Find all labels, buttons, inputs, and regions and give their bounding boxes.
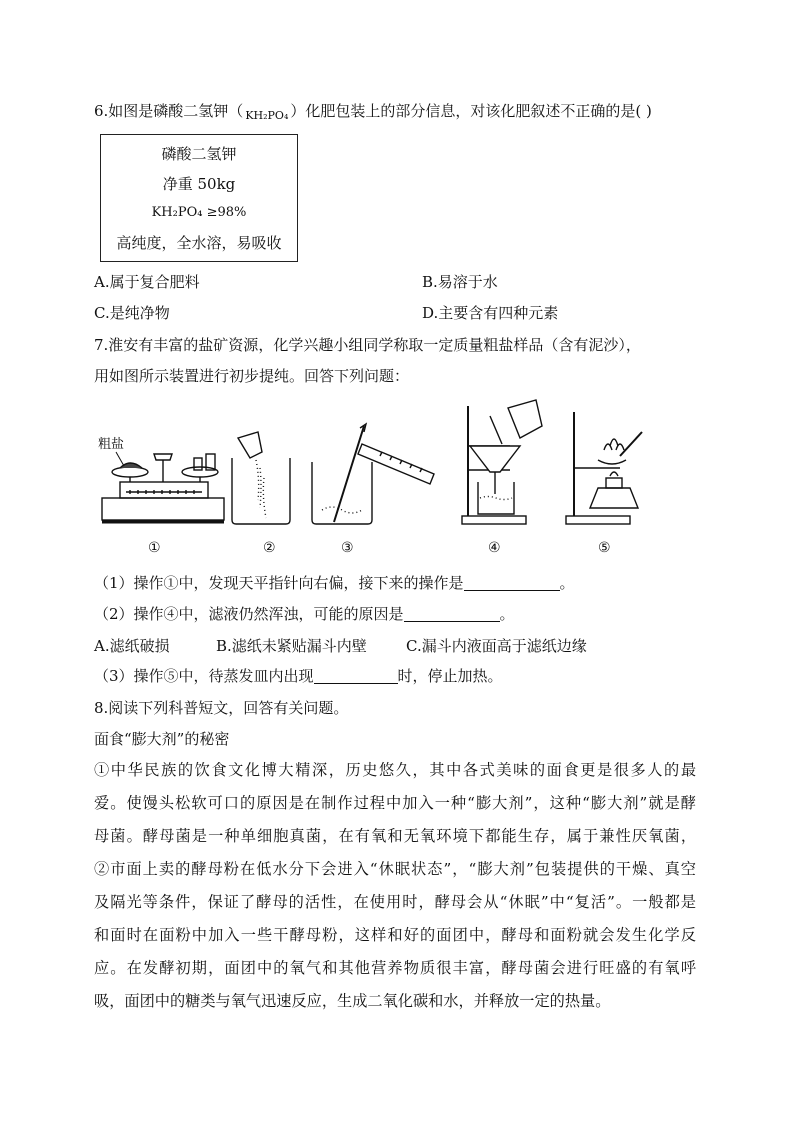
- q7-sub3-before: （3）操作⑤中，待蒸发皿内出现: [94, 667, 314, 685]
- q7-stem-line1: 7.淮安有丰富的盐矿资源，化学兴趣小组同学称取一定质量粗盐样品（含有泥沙），: [94, 336, 641, 354]
- q6-stem-after: ）化肥包装上的部分信息，对该化肥叙述不正确的是( ): [290, 102, 652, 120]
- q7-sub3-after: 时，停止加热。: [397, 667, 503, 685]
- q6-option-a: A.属于复合肥料: [94, 273, 200, 291]
- q7-sub3-blank[interactable]: [314, 667, 398, 684]
- q8-passage-line: ②市面上卖的酵母粉在低水分下会进入“休眠状态”，“膨大剂”包装提供的干燥、真空: [94, 860, 696, 878]
- step-label-4: ④: [488, 540, 501, 556]
- filtration-illustration: [462, 400, 542, 524]
- q6-stem-formula: KH₂PO₄: [245, 109, 289, 122]
- apparatus-figure: [90, 398, 650, 568]
- q7-sub1: [94, 572, 575, 594]
- q8-passage-line: 母菌。酵母菌是一种单细胞真菌，在有氧和无氧环境下都能生存，属于兼性厌氧菌，: [94, 827, 696, 845]
- q7-sub2-before: （2）操作④中，滤液仍然浑浊，可能的原因是: [94, 605, 404, 623]
- q7-sub1-after: 。: [559, 574, 575, 592]
- q6-option-d: D.主要含有四种元素: [422, 304, 559, 322]
- q7-sub1-before: （1）操作①中，发现天平指针向右偏，接下来的操作是: [94, 574, 464, 592]
- evaporation-illustration: [566, 412, 642, 524]
- q8-passage-line: 爱。使馒头松软可口的原因是在制作过程中加入一种“膨大剂”，这种“膨大剂”就是酵: [94, 794, 696, 812]
- q6-option-b: B.易溶于水: [422, 273, 498, 291]
- q8-passage-line: 吸，面团中的糖类与氧气迅速反应，生成二氧化碳和水，并释放一定的热量。: [94, 992, 611, 1010]
- step-label-5: ⑤: [598, 540, 611, 556]
- label-purity-value: ≥98%: [206, 205, 247, 220]
- balance-illustration: [102, 454, 224, 522]
- q7-sub2-blank[interactable]: [404, 605, 500, 622]
- q7-sub2-option-b: B.滤纸未紧贴漏斗内壁: [216, 637, 367, 655]
- step-label-3: ③: [341, 540, 354, 556]
- step-label-2: ②: [263, 540, 276, 556]
- q7-stem-line2: 用如图所示装置进行初步提纯。回答下列问题：: [94, 367, 410, 385]
- q7-sub2-option-c: C.漏斗内液面高于滤纸边缘: [406, 637, 587, 655]
- beaker-stir-illustration: [312, 424, 434, 524]
- label-weight: 净重 50kg: [162, 175, 236, 193]
- q7-sub2-option-a: A.滤纸破损: [94, 637, 170, 655]
- label-purity-formula: KH₂PO₄: [151, 205, 203, 220]
- q8-passage: [94, 754, 696, 1018]
- q8-passage-line: ①中华民族的饮食文化博大精深，历史悠久，其中各式美味的面食更是很多人的最: [94, 761, 696, 779]
- label-name: 磷酸二氢钾: [161, 145, 237, 163]
- salt-pointer: [116, 452, 124, 466]
- q7-sub3: [94, 665, 503, 687]
- label-features: 高纯度，全水溶，易吸收: [116, 234, 282, 252]
- q8-passage-line: 及隔光等条件，保证了酵母的活性，在使用时，酵母会从“休眠”中“复活”。一般都是: [94, 893, 696, 911]
- salt-label: 粗盐: [98, 437, 125, 452]
- q6-stem-before: 6.如图是磷酸二氢钾（: [94, 102, 244, 120]
- q8-title: 面食“膨大剂”的秘密: [94, 730, 230, 748]
- q7-sub2-after: 。: [499, 605, 515, 623]
- q8-stem: 8.阅读下列科普短文，回答有关问题。: [94, 699, 349, 717]
- q8-passage-line: 和面时在面粉中加入一些干酵母粉，这样和好的面团中，酵母和面粉就会发生化学反: [94, 926, 696, 944]
- q6-option-c: C.是纯净物: [94, 304, 170, 322]
- q6-stem: [94, 100, 652, 124]
- label-purity: [101, 202, 297, 224]
- product-label-box: [100, 134, 298, 262]
- q8-passage-line: 应。在发酵初期，面团中的氧气和其他营养物质很丰富，酵母菌会进行旺盛的有氧呼: [94, 959, 696, 977]
- q7-sub2: [94, 603, 515, 625]
- q7-sub1-blank[interactable]: [464, 574, 560, 591]
- step-label-1: ①: [148, 540, 161, 556]
- beaker-dissolve-illustration: [232, 432, 290, 524]
